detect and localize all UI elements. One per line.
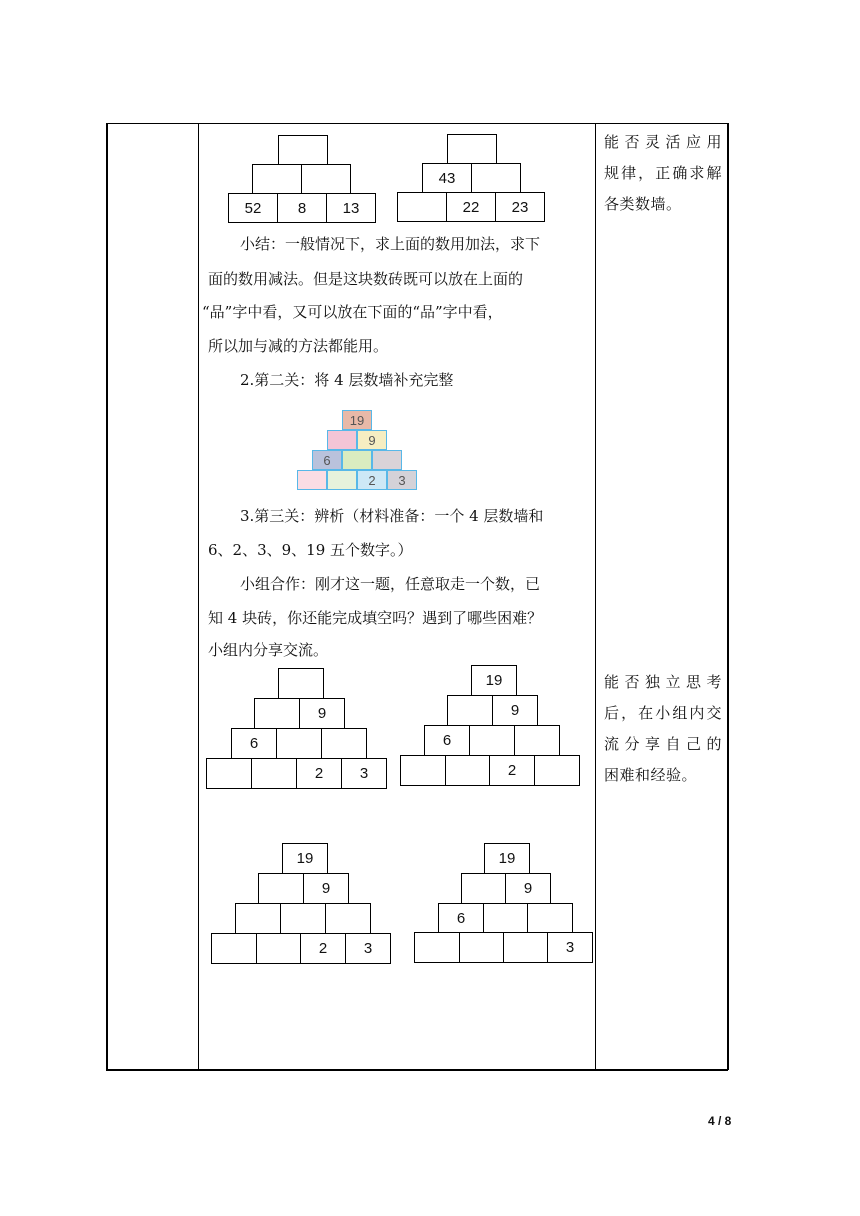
group-line-2: 知 4 块砖，你还能完成填空吗？遇到了哪些困难？ (208, 609, 543, 627)
note-line: 后，在小组内交 (604, 704, 722, 722)
brick: 8 (277, 193, 327, 223)
brick (297, 470, 327, 490)
brick (461, 873, 507, 904)
brick: 3 (341, 758, 387, 789)
brick (447, 134, 497, 164)
level3-line-1: 3.第三关：辨析（材料准备：一个 4 层数墙和 (240, 507, 544, 525)
brick (471, 163, 521, 193)
table-bottom-border (106, 1069, 728, 1071)
brick (469, 725, 515, 756)
brick (445, 755, 491, 786)
brick: 19 (282, 843, 328, 874)
brick (256, 933, 302, 964)
brick (397, 192, 447, 222)
brick (327, 430, 357, 450)
brick: 9 (357, 430, 387, 450)
brick: 2 (300, 933, 346, 964)
brick: 9 (492, 695, 538, 726)
brick (342, 450, 372, 470)
brick: 19 (471, 665, 517, 696)
brick (206, 758, 252, 789)
table-left-border (106, 123, 108, 1070)
brick (447, 695, 493, 726)
brick (211, 933, 257, 964)
summary-line-1: 小结：一般情况下，求上面的数用加法，求下 (240, 235, 541, 253)
note-line: 能否灵活应用 (604, 133, 722, 151)
brick (414, 932, 460, 963)
brick (278, 135, 328, 165)
brick: 3 (387, 470, 417, 490)
brick: 6 (231, 728, 277, 759)
evaluation-note-1 (604, 127, 722, 220)
brick: 9 (299, 698, 345, 729)
brick (276, 728, 322, 759)
table-right-border (727, 123, 729, 1070)
brick (278, 668, 324, 699)
brick (327, 470, 357, 490)
brick (534, 755, 580, 786)
brick (483, 903, 529, 934)
brick: 19 (342, 410, 372, 430)
brick (459, 932, 505, 963)
brick: 9 (303, 873, 349, 904)
brick (254, 698, 300, 729)
brick (372, 450, 402, 470)
summary-line-2: 面的数用减法。但是这块数砖既可以放在上面的 (208, 270, 524, 288)
brick: 13 (326, 193, 376, 223)
summary-line-4: 所以加与减的方法都能用。 (208, 337, 389, 355)
brick (301, 164, 351, 194)
brick: 23 (495, 192, 545, 222)
note-line: 能否独立思考 (604, 673, 722, 691)
note-line: 困难和经验。 (604, 766, 698, 784)
brick (321, 728, 367, 759)
note-line: 规律，正确求解 (604, 164, 722, 182)
brick: 19 (484, 843, 530, 874)
page-number: 4 / 8 (708, 1114, 732, 1128)
brick (258, 873, 304, 904)
brick (252, 164, 302, 194)
brick: 2 (489, 755, 535, 786)
brick (514, 725, 560, 756)
brick: 9 (505, 873, 551, 904)
brick: 6 (424, 725, 470, 756)
brick (235, 903, 281, 934)
brick: 6 (312, 450, 342, 470)
note-line: 流分享自己的 (604, 735, 722, 753)
brick: 3 (547, 932, 593, 963)
table-top-border (106, 123, 728, 124)
brick (527, 903, 573, 934)
brick: 6 (438, 903, 484, 934)
brick: 2 (296, 758, 342, 789)
brick: 43 (422, 163, 472, 193)
brick: 52 (228, 193, 278, 223)
brick (400, 755, 446, 786)
brick: 2 (357, 470, 387, 490)
level2-title: 2.第二关：将 4 层数墙补充完整 (240, 371, 454, 389)
evaluation-note-2 (604, 667, 722, 791)
brick (325, 903, 371, 934)
brick: 3 (345, 933, 391, 964)
summary-line-3: “品”字中看，又可以放在下面的“品”字中看， (202, 303, 503, 321)
group-line-3: 小组内分享交流。 (208, 641, 329, 659)
brick (251, 758, 297, 789)
group-line-1: 小组合作：刚才这一题，任意取走一个数，已 (240, 575, 541, 593)
table-col-divider-1 (198, 123, 199, 1070)
note-line: 各类数墙。 (604, 195, 682, 213)
brick (280, 903, 326, 934)
level3-line-2: 6、2、3、9、19 五个数字。） (208, 541, 413, 559)
brick: 22 (446, 192, 496, 222)
brick (503, 932, 549, 963)
table-col-divider-2 (595, 123, 596, 1070)
